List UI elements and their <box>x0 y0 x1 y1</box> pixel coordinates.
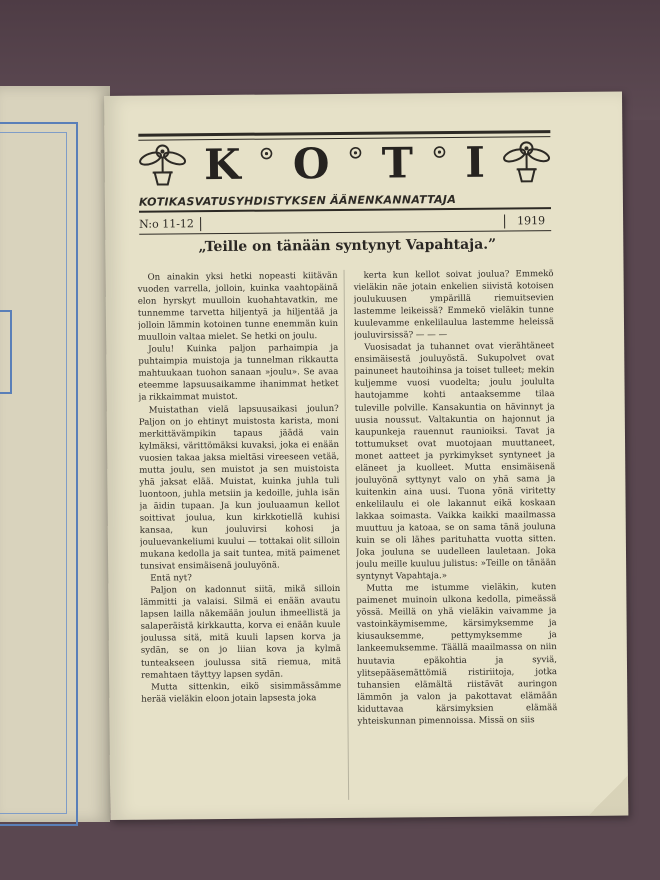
paragraph: Vuosisadat ja tuhannet ovat vierähtäneet ensimäisestä jouluyöstä. Sukupolvet ovat painuneet hautoihinsa ja toiset tulleet; mekin kuljemme vuosi vuodelta; joulu joululta hautojamme kohti antaaksemme tilaa tuleville polville. Kansakuntia on hävinnyt ja uusia noussut. Valtakuntia on hajonnut ja kaupunkeja rauennut raunioiksi. Tavat ja tottumukset ovat muotojaan muuttaneet, monet aatteet ja pyrkimykset syntyneet ja eläneet ja kuolleet. Mutta ensimäisenä jouluyönä syttynyt valo on yhä sama ja kuitenkin aina uusi. Tuona yönä viritetty enkelilaulu ei ole lakannut eikä koskaan lakkaa soimasta. Vaikka kaikki maailmassa muuttuu ja katoaa, se on sama tänä jouluna kuin se oli lähes parituhatta vuotta sitten. Joka jouluna se uudelleen lauletaan. Joka joulu meille kuuluu julistus: »Teille on tänään syntynyt Vapahtaja.» <box>354 341 557 582</box>
title-letter: O <box>292 138 330 188</box>
paragraph: Paljon on kadonnut siitä, mikä silloin lämmitti ja valaisi. Silmä ei enään avautu lapsen lailla näkemään joulun ihmeellistä ja salaperäistä kirkkautta, korva ei enään kuule joulussa sitä, mitä kuuli lapsen korva ja sydän, se on jo liian kova ja kylmä tunteakseen joulussa sitä riemua, mitä remahtaen täyttyy lapsen sydän. <box>140 584 341 681</box>
flower-pot-icon <box>500 139 552 183</box>
article-column-right <box>354 268 559 810</box>
paragraph: Entä nyt? <box>150 573 192 584</box>
left-page-inner-border <box>0 132 67 814</box>
paragraph: On ainakin yksi hetki nopeasti kiitävän vuoden varrella, jolloin, kuinka vaahtopäinä elon hyrskyt muulloin kuohahtavatkin, me tunnemme tarvetta hiljentyä ja hiljentää ja jolloin lämmin kotoinen tunne enemmän kuin muulloin valtaa mielet. Se hetki on joulu. <box>137 270 339 343</box>
article-column-left <box>138 270 343 812</box>
flower-dot-icon <box>432 145 446 159</box>
paragraph: kerta kun kellot soivat joulua? Emmekö vieläkin näe jotain enkelien siivistä kotoisen joulukuusen ympärillä riemuitsevien lastemme leikeissä? Emmekö vieläkin tunne kuulevamme enkelilaulua lastemme heleissä jouluvirsissä? — — — <box>353 269 555 342</box>
paragraph: Joulu! Kuinka paljon parhaimpia ja puhtaimpia muistoja ja tunnelman rikkautta mahtuukaan tuohon sanaan »joulu». Se avaa eteemme lapsuusaikamme ihanimmat hetket ja rikkaimmat muistot. <box>138 343 339 404</box>
masthead-title <box>194 138 494 189</box>
title-letter: K <box>203 139 241 189</box>
masthead-subtitle: KOTIKASVATUSYHDISTYKSEN ÄÄNENKANNATTAJA <box>139 192 551 213</box>
column-divider <box>344 270 350 800</box>
title-letter: T <box>381 137 414 188</box>
paragraph: Mutta me istumme vieläkin, kuten paimenet muinoin ulkona kedolla, pimeässä yössä. Meillä on yhä vieläkin vaivamme ja vastoinkäymisemme, kärsimyksemme ja kiusauksemme, pettymyksemme ja lankeemuksemme. Täällä maailmassa on niin huutavia epäkohtia ja syviä, ylitsepääsemättömiä ristiriitoja, jotka tuhansien elämältä riistävät auringon lämmön ja valon ja pakottavat elämään kiduttavaa kärsimyksien elämää yhteiskunnan pimennoissa. Missä on siis <box>356 582 558 727</box>
flower-pot-icon <box>136 142 188 186</box>
issue-year: 1919 <box>504 214 545 228</box>
title-letter: I <box>465 137 486 187</box>
paragraph: Muistathan vielä lapsuusaikasi joulun? Paljon on jo ehtinyt muistosta karista, moni merkittävämpikin tapaus jäädä vain kylmäksi, värittömäksi kuvaksi, joka ei enään vuosien takaa jaksa mieltäsi vireeseen vetää, mutta joulu, sen muistot ja sen muistoista yhä jaksat elää. Muistat, kuinka juhla tuli luontoon, juhla metsiin ja kedoille, juhla isän ja äidin tupaan. Ja kun jouluaamun kellot soittivat joulua, kun kirkkotiellä kuhisi kansaa, kun jouluvirsi kohosi ja jouluevankeliumi kuului — tottakai olit silloin mukana kedolla ja sait tuntea, mitä paimenet tunsivat ensimäisenä jouluyönä. <box>138 403 341 572</box>
article-headline: „Teille on tänään syntynyt Vapahtaja.” <box>198 236 497 256</box>
left-page-mark <box>0 310 12 394</box>
magazine-page <box>104 91 628 819</box>
page-corner-fold <box>588 775 628 815</box>
issue-info-row <box>139 212 551 235</box>
issue-number: N:o 11-12 <box>139 217 201 232</box>
left-page <box>0 86 110 822</box>
flower-dot-icon <box>260 147 274 161</box>
paragraph: Mutta sittenkin, eikö sisimmässämme herää vieläkin eloon jotain lapsesta joka <box>141 680 342 705</box>
flower-dot-icon <box>348 146 362 160</box>
